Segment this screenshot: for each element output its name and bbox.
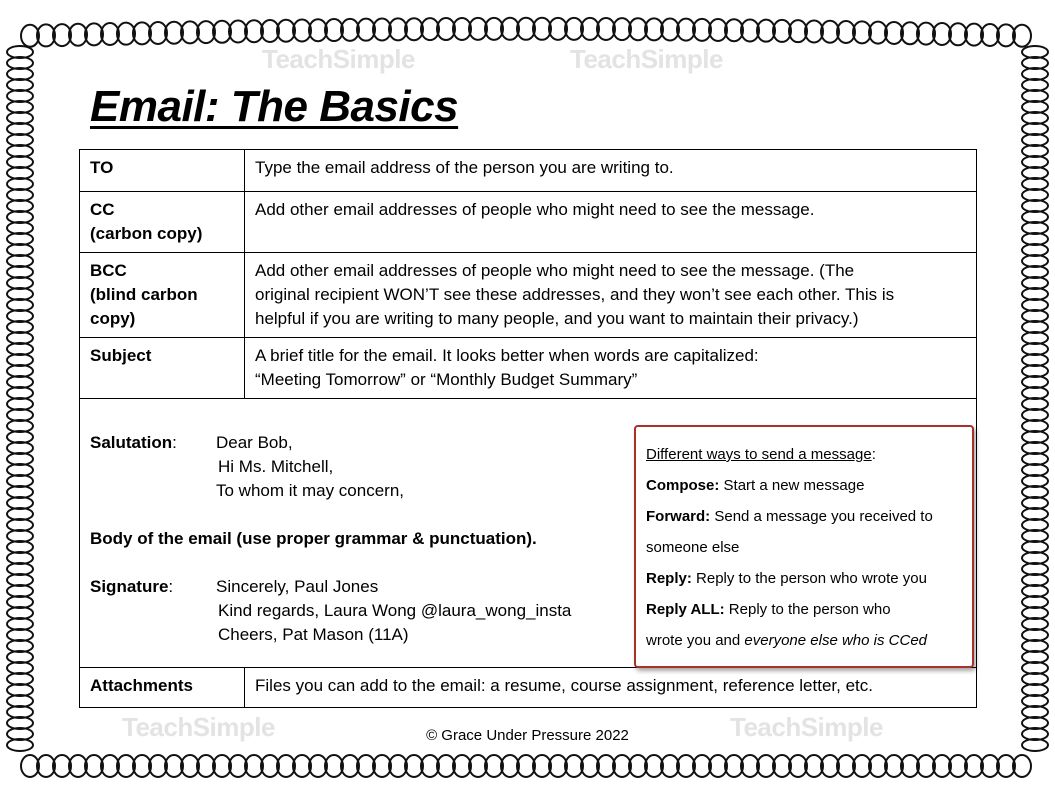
term-line: Subject	[90, 346, 152, 365]
salutation-label: Salutation	[90, 433, 173, 452]
email-basics-table	[79, 149, 977, 708]
description-line: original recipient WON’T see these addresses, and they won’t see each other. This is	[255, 285, 895, 304]
term-line: (carbon copy)	[90, 224, 203, 243]
term-cell	[80, 338, 245, 399]
signature-line: Sincerely, Paul Jones	[216, 577, 379, 596]
forward-item	[646, 501, 960, 532]
forward-text-continued: someone else	[646, 539, 740, 556]
copyright-footer: © Grace Under Pressure 2022	[426, 727, 629, 744]
table-row	[80, 192, 977, 253]
watermark-text: TeachSimple	[570, 44, 723, 74]
description-line: helpful if you are writing to many people, and you want to maintain their privacy.)	[255, 309, 859, 328]
term-line: TO	[90, 158, 114, 177]
term-cell: Attachments	[80, 668, 245, 708]
term-cell	[80, 150, 245, 192]
send-methods-box: Different ways to send a message: Compose: Start a new message Forward: Send a message you received to someone else Reply: Reply to the person who wrote you Reply ALL: Reply to the person who wrote you and everyone else who is CCed	[634, 425, 974, 668]
term-line: copy)	[90, 309, 136, 328]
watermark-text: TeachSimple	[122, 712, 275, 742]
reply-all-text-continued: wrote you and everyone else who is CCed	[646, 632, 927, 649]
signature-block: Signature: Sincerely, Paul Jones Kind regards, Laura Wong @laura_wong_insta Cheers, Pat Mason (11A)	[90, 575, 571, 647]
reply-label: Reply:	[646, 570, 692, 587]
description-line: Add other email addresses of people who might need to see the message.	[255, 200, 815, 219]
table-row	[80, 150, 977, 192]
reply-text: Reply to the person who wrote you	[696, 570, 927, 587]
table-row	[80, 253, 977, 338]
description-line: A brief title for the email. It looks better when words are capitalized:	[255, 346, 759, 365]
reply-all-label: Reply ALL:	[646, 601, 725, 618]
description-cell	[245, 192, 977, 253]
term-line: CC	[90, 200, 115, 219]
salutation-line: Hi Ms. Mitchell,	[218, 457, 334, 476]
watermark-text: TeachSimple	[730, 712, 883, 742]
salutation-line: Dear Bob,	[216, 433, 293, 452]
table-row	[80, 668, 977, 708]
salutation-line: To whom it may concern,	[216, 481, 405, 500]
description-cell	[245, 338, 977, 399]
salutation-block: Salutation: Dear Bob, Hi Ms. Mitchell, To whom it may concern,	[90, 431, 404, 503]
description-cell	[245, 150, 977, 192]
description-line: Type the email address of the person you are writing to.	[255, 158, 674, 177]
send-methods-heading: Different ways to send a message	[646, 446, 872, 463]
forward-text: Send a message you received to	[714, 508, 933, 525]
signature-line: Cheers, Pat Mason (11A)	[218, 625, 409, 644]
table-row	[80, 338, 977, 399]
description-cell	[245, 253, 977, 338]
term-line: (blind carbon	[90, 285, 198, 304]
message-structure-cell	[80, 399, 977, 668]
reply-all-item	[646, 594, 960, 625]
body-instruction: Body of the email (use proper grammar & punctuation).	[90, 529, 537, 548]
compose-label: Compose:	[646, 477, 720, 494]
term-cell	[80, 192, 245, 253]
signature-line: Kind regards, Laura Wong @laura_wong_insta	[218, 601, 572, 620]
term-cell	[80, 253, 245, 338]
description-line: “Meeting Tomorrow” or “Monthly Budget Summary”	[255, 370, 638, 389]
reply-all-text: Reply to the person who	[728, 601, 891, 618]
page-title: Email: The Basics	[90, 82, 459, 131]
reply-item	[646, 563, 960, 594]
term-line: BCC	[90, 261, 127, 280]
description-cell: Files you can add to the email: a resume, course assignment, reference letter, etc.	[245, 668, 977, 708]
compose-text: Start a new message	[723, 477, 865, 494]
signature-label: Signature	[90, 577, 169, 596]
table-row	[80, 399, 977, 668]
description-line: Add other email addresses of people who might need to see the message. (The	[255, 261, 855, 280]
watermark-text: TeachSimple	[262, 44, 415, 74]
reply-all-emphasis: everyone else who is CCed	[744, 632, 927, 649]
compose-item	[646, 470, 960, 501]
forward-label: Forward:	[646, 508, 711, 525]
